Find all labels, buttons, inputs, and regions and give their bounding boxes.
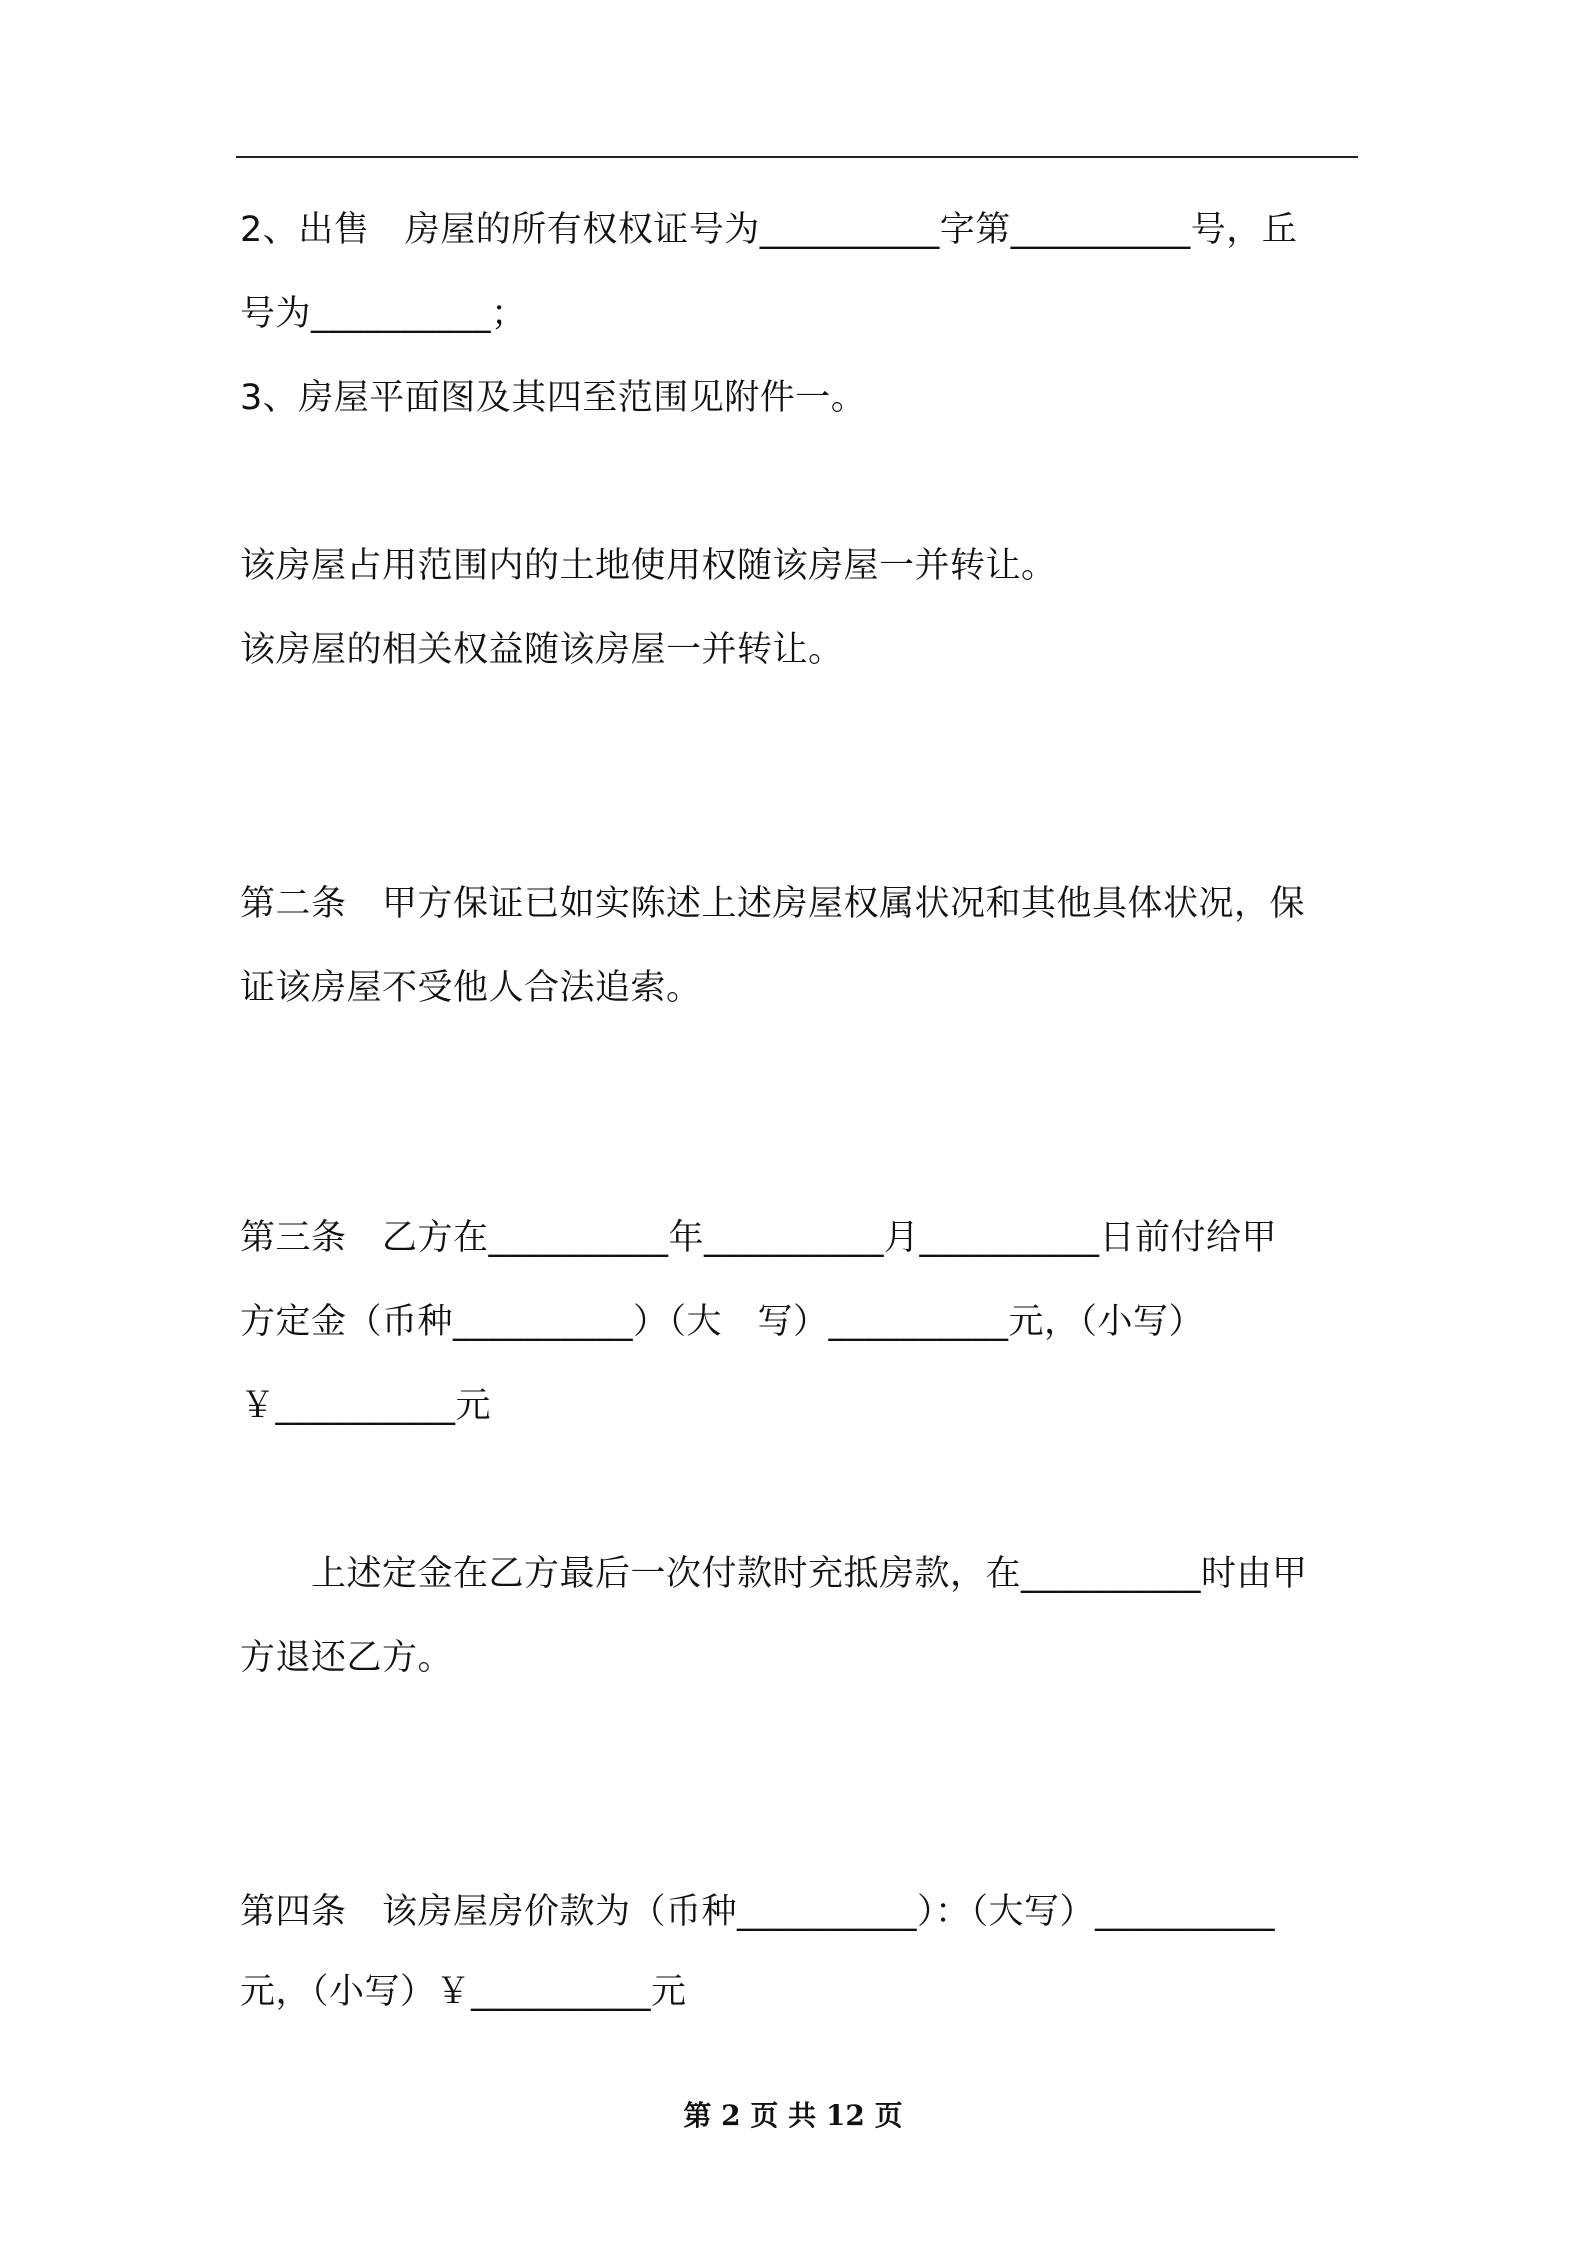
article-2-line-1: 第二条 甲方保证已如实陈述上述房屋权属状况和其他具体状况，保 xyxy=(240,884,1306,924)
clause-1-item-2-line-2: 号为__________； xyxy=(240,294,527,334)
clause-1-item-2-line-1: 2、出售 房屋的所有权权证号为__________字第__________号，丘 xyxy=(240,210,1298,250)
article-2-line-2: 证该房屋不受他人合法追索。 xyxy=(240,968,702,1008)
deposit-paragraph-line-1: 上述定金在乙方最后一次付款时充抵房款，在__________时由甲 xyxy=(240,1554,1308,1594)
article-4-line-1: 第四条 该房屋房价款为（币种__________）：（大写）__________ xyxy=(240,1892,1276,1932)
article-4-line-2: 元，（小写）￥__________元 xyxy=(240,1972,687,2012)
deposit-paragraph-line-2: 方退还乙方。 xyxy=(240,1638,454,1678)
header-rule xyxy=(236,156,1358,158)
clause-1-item-3: 3、房屋平面图及其四至范围见附件一。 xyxy=(240,378,867,418)
land-use-right-statement: 该房屋占用范围内的土地使用权随该房屋一并转让。 xyxy=(240,546,1057,586)
article-3-line-2: 方定金（币种__________）（大 写）__________元，（小写） xyxy=(240,1302,1205,1342)
related-rights-statement: 该房屋的相关权益随该房屋一并转让。 xyxy=(240,630,844,670)
page-number: 第 2 页 共 12 页 xyxy=(683,2099,903,2132)
article-3-line-3: ￥__________元 xyxy=(240,1386,492,1426)
article-3-line-1: 第三条 乙方在__________年__________月__________日前付给甲 xyxy=(240,1218,1278,1258)
